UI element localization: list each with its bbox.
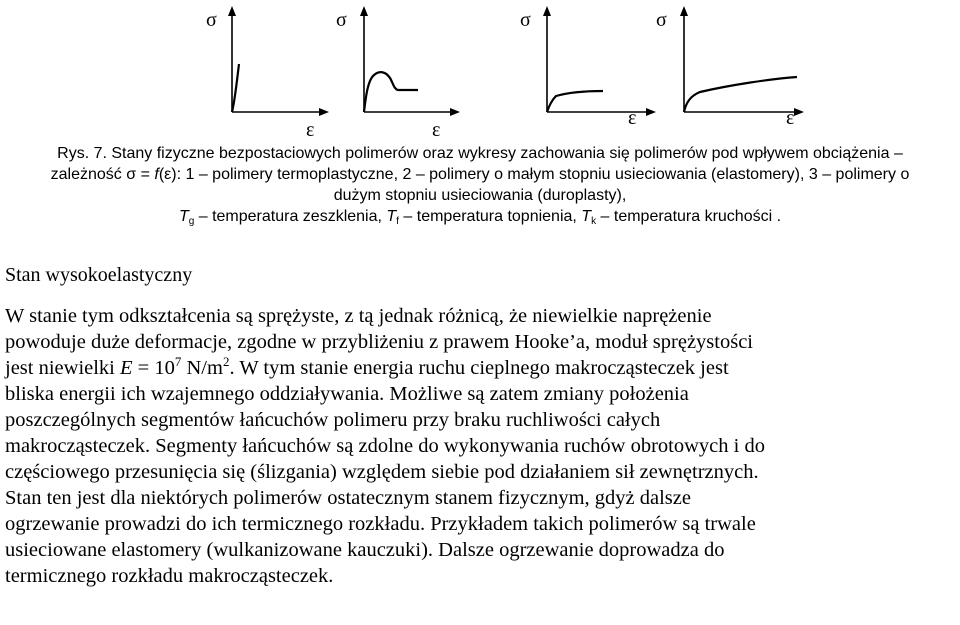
body-text: N/m — [181, 357, 223, 379]
body-line: Stan ten jest dla niektórych polimerów ostatecznym stanem fizycznym, gdyż dalsze — [5, 487, 691, 509]
body-line: termicznego rozkładu makrocząsteczek. — [5, 565, 334, 587]
body-line: powoduje duże deformacje, zgodne w przybliżeniu z prawem Hooke’a, moduł sprężystości — [5, 331, 753, 353]
body-line: W stanie tym odkształcenia są sprężyste, z tą jednak różnicą, że niewielkie naprężenie — [5, 305, 712, 327]
function-symbol: f — [154, 166, 159, 183]
tf-symbol: T — [386, 208, 397, 225]
y-axis-arrow — [680, 6, 688, 16]
tk-symbol: T — [581, 208, 592, 225]
x-label: ε — [628, 107, 637, 129]
tf-subscript: f — [396, 216, 399, 227]
x-axis-arrow — [319, 108, 329, 116]
stress-strain-figure — [0, 0, 960, 140]
curve-4 — [684, 77, 797, 112]
y-axis-arrow — [228, 6, 236, 16]
body-text: jest niewielki — [5, 357, 121, 379]
tf-description: – temperatura topnienia, — [398, 208, 582, 225]
caption-text: zależność σ = — [50, 166, 155, 183]
x-axis-arrow — [794, 108, 804, 116]
curve-1 — [232, 64, 239, 112]
body-line: ogrzewanie prowadzi do ich termicznego rozkładu. Przykładem takich polimerów są trwale — [5, 513, 756, 535]
y-label: σ — [656, 9, 667, 31]
body-line — [5, 355, 955, 381]
curve-3 — [547, 91, 603, 112]
y-label: σ — [336, 9, 347, 31]
tk-subscript: k — [591, 216, 597, 227]
caption-line-2 — [0, 164, 960, 185]
figure-caption — [0, 143, 960, 232]
x-axis-arrow — [450, 108, 460, 116]
tk-description: – temperatura kruchości . — [596, 208, 782, 225]
y-label: σ — [206, 9, 217, 31]
y-axis-arrow — [543, 6, 551, 16]
exponent: 2 — [222, 354, 230, 369]
caption-line-4 — [0, 206, 960, 232]
section-body — [5, 303, 955, 589]
tg-description: – temperatura zeszklenia, — [194, 208, 387, 225]
y-axis-arrow — [360, 6, 368, 16]
x-label: ε — [306, 119, 315, 140]
body-line: częściowego przesunięcia się (ślizgania) względem siebie pod działaniem sił zewnętrznych. — [5, 461, 759, 483]
tg-symbol: T — [178, 208, 189, 225]
caption-line-1: Rys. 7. Stany fizyczne bezpostaciowych polimerów oraz wykresy zachowania się polimerów pod wpływem obciążenia – — [57, 145, 903, 162]
body-text: = 10 — [132, 357, 175, 379]
body-line: poszczególnych segmentów łańcuchów polimeru przy braku ruchliwości całych — [5, 409, 661, 431]
caption-line-3: dużym stopniu usieciowania (duroplasty), — [333, 187, 627, 204]
body-line: bliska energii ich wzajemnego oddziaływania. Możliwe są zatem zmiany położenia — [5, 383, 689, 405]
exponent: 7 — [174, 354, 182, 369]
chart-3 — [520, 6, 656, 129]
body-line: makrocząsteczek. Segmenty łańcuchów są zdolne do wykonywania ruchów obrotowych i do — [5, 435, 765, 457]
modulus-symbol: E — [120, 357, 133, 379]
curve-2 — [364, 72, 418, 112]
x-label: ε — [432, 119, 441, 140]
body-line: usieciowane elastomery (wulkanizowane kauczuki). Dalsze ogrzewanie doprowadza do — [5, 539, 725, 561]
chart-4 — [656, 6, 804, 129]
body-text: . W tym stanie energia ruchu cieplnego makrocząsteczek jest — [229, 357, 729, 379]
section-heading: Stan wysokoelastyczny — [5, 264, 193, 286]
y-label: σ — [520, 9, 531, 31]
x-label: ε — [786, 107, 795, 129]
chart-2 — [336, 6, 460, 140]
chart-1 — [206, 6, 329, 140]
x-axis-arrow — [646, 108, 656, 116]
tg-subscript: g — [188, 216, 195, 227]
caption-text: (ε): 1 – polimery termoplastyczne, 2 – polimery o małym stopniu usieciowania (elastomery), 3 – polimery o — [158, 166, 910, 183]
